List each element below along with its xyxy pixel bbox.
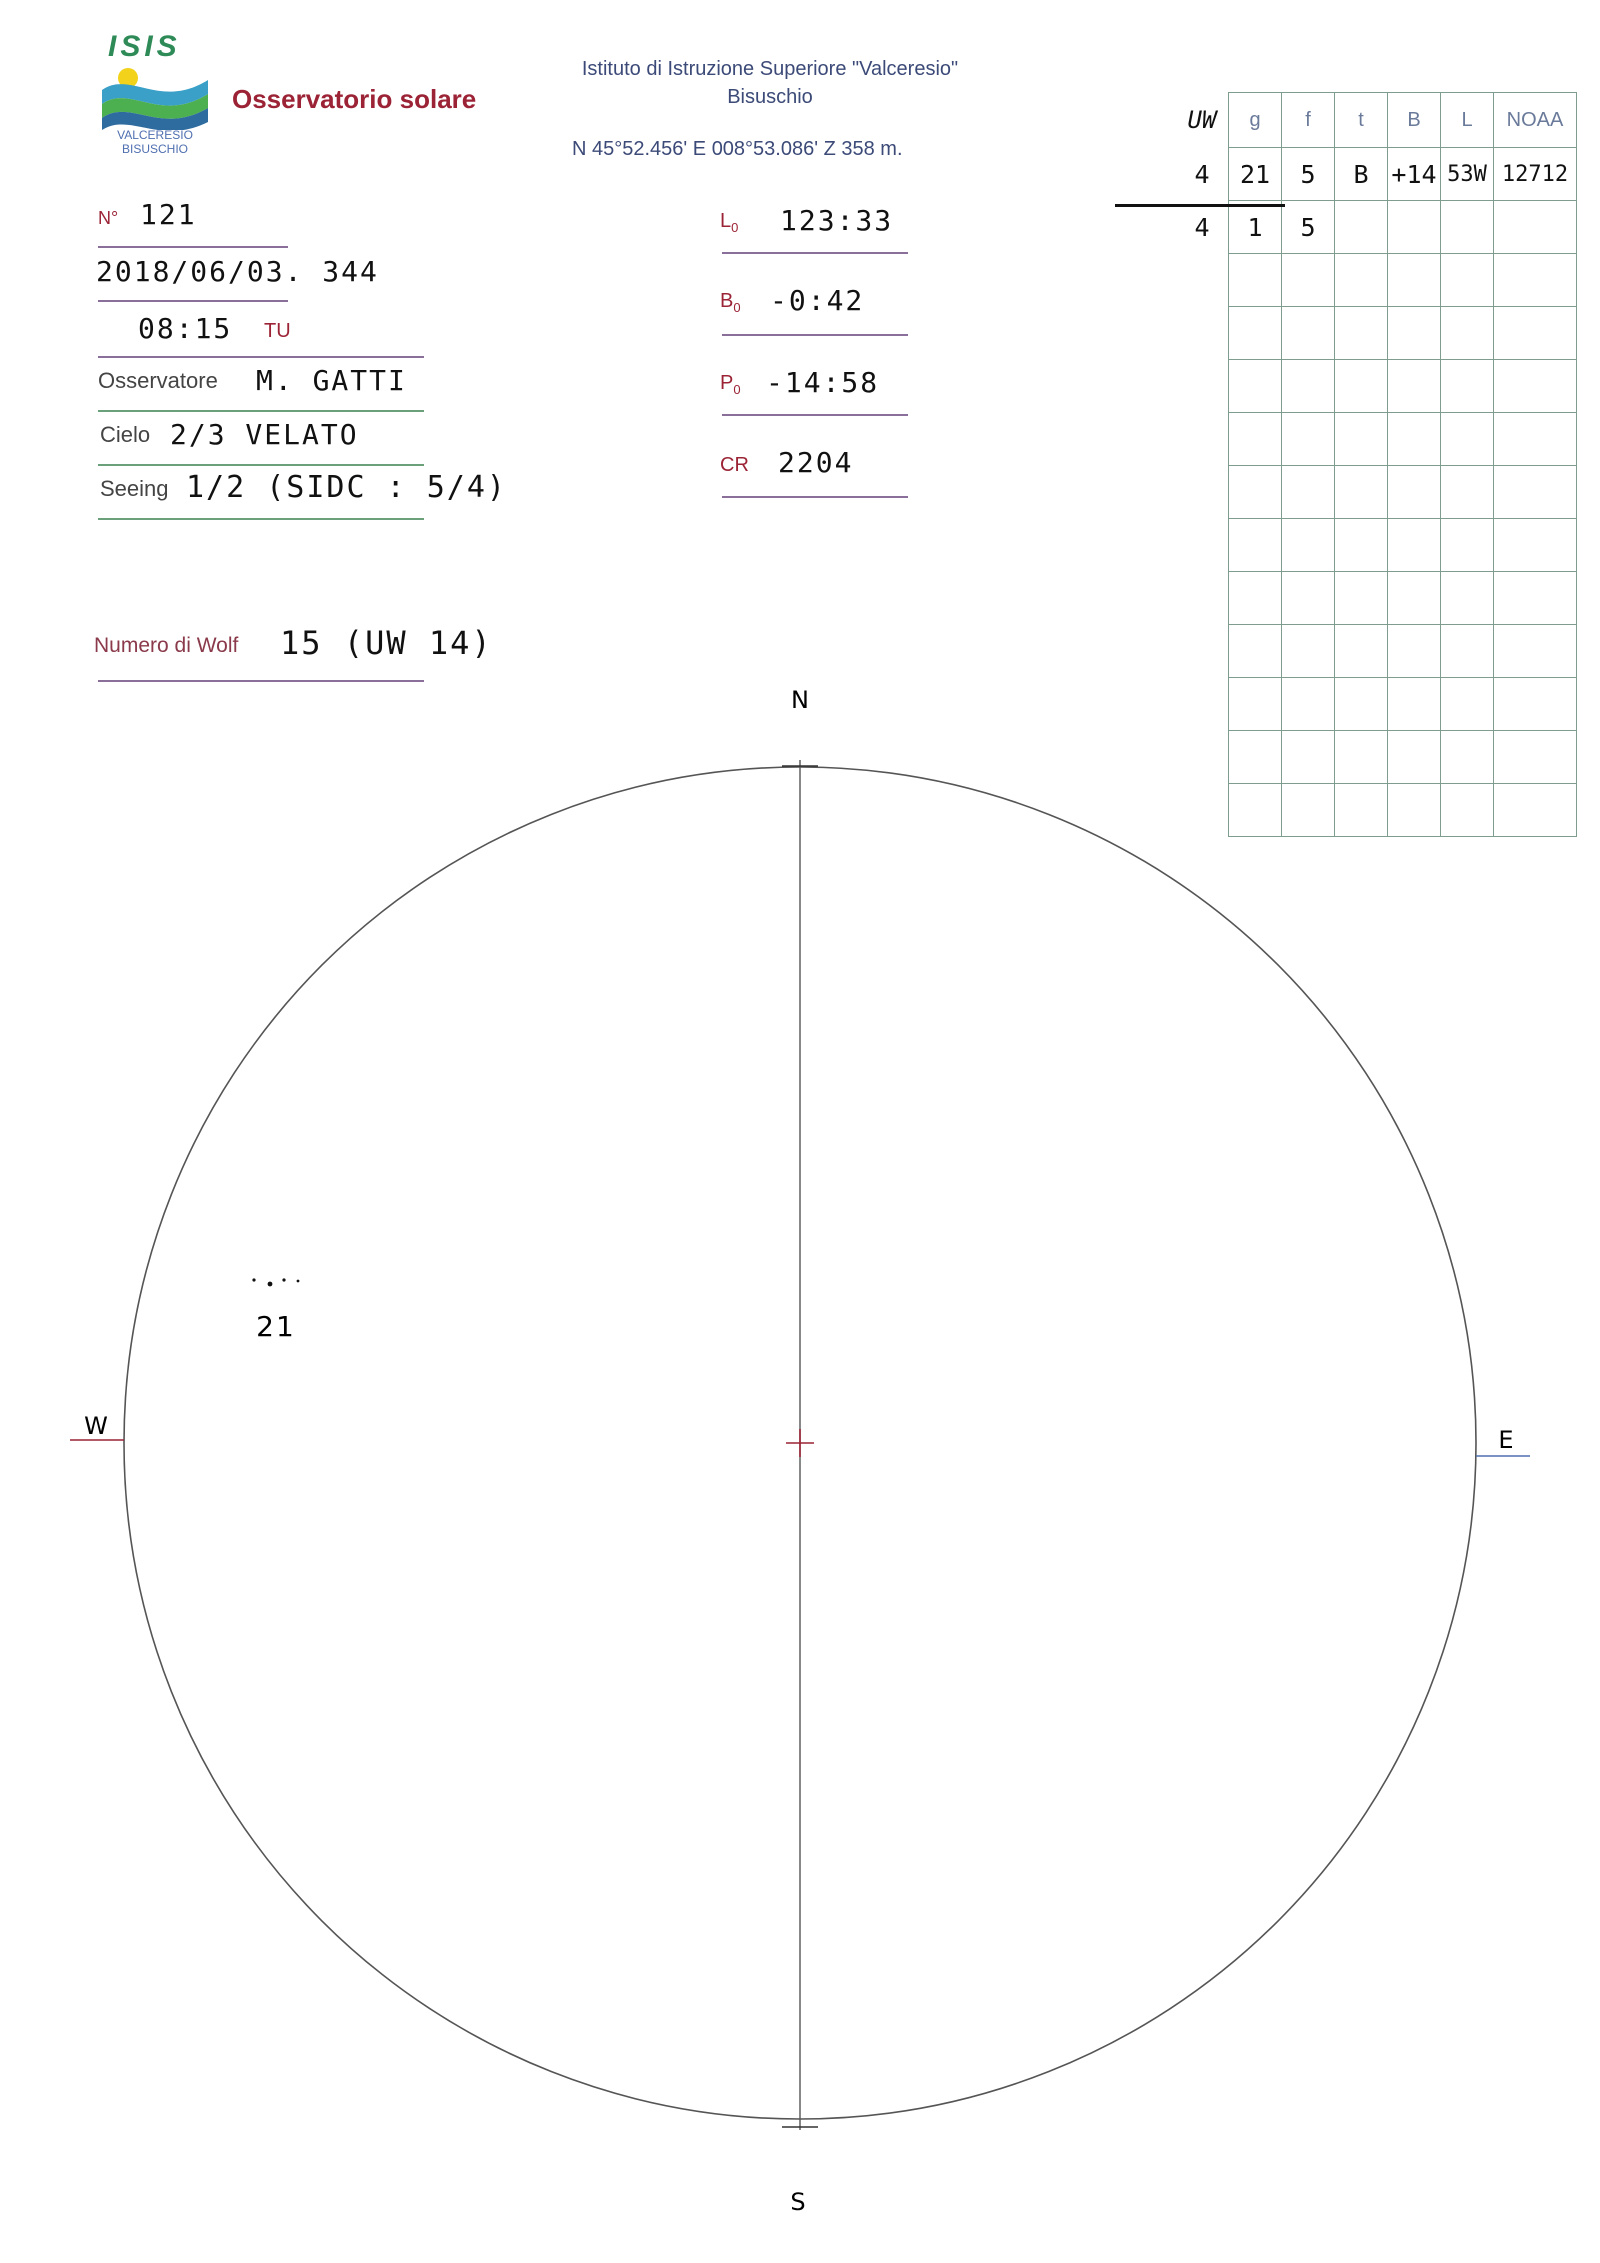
- date-value: 2018/06/03. 344: [96, 255, 379, 288]
- observatory-coordinates: N 45°52.456' E 008°53.086' Z 358 m.: [572, 138, 903, 160]
- logo-line-2: BISUSCHIO: [121, 142, 188, 156]
- cell-t: B: [1335, 148, 1388, 201]
- l0-label: $L_0$: [720, 210, 739, 235]
- observer-label: Osservatore: [98, 368, 218, 393]
- cell-f: 5: [1282, 201, 1335, 254]
- cell-f: 5: [1282, 148, 1335, 201]
- column-header-b: B: [1388, 93, 1441, 148]
- sunspot: [252, 1278, 255, 1281]
- seeing-label: Seeing: [100, 476, 169, 501]
- sunspot: [282, 1278, 285, 1281]
- west-label: W: [84, 1412, 108, 1440]
- sky-value: 2/3 VELATO: [170, 418, 359, 451]
- cell-g: 1: [1229, 201, 1282, 254]
- wolf-number-label: Numero di Wolf: [94, 634, 239, 657]
- cell-g: 21: [1229, 148, 1282, 201]
- logo-mark: ISIS: [108, 30, 181, 63]
- b0-value: -0:42: [770, 284, 865, 317]
- south-label: S: [790, 2188, 806, 2216]
- cell-uw: 4: [1176, 148, 1229, 201]
- cr-value: 2204: [778, 446, 854, 479]
- p0-value: -14:58: [766, 366, 880, 399]
- column-header-t: t: [1335, 93, 1388, 148]
- east-label: E: [1498, 1426, 1514, 1454]
- b0-label: $B_0$: [720, 290, 741, 315]
- cell-noaa: 12712: [1494, 148, 1577, 201]
- group-label: 21: [256, 1310, 296, 1343]
- wolf-number-value: 15 (UW 14): [280, 624, 493, 662]
- page-title: Osservatorio solare: [232, 84, 477, 114]
- school-line-2: Bisuschio: [727, 86, 813, 108]
- l0-value: 123:33: [780, 204, 894, 237]
- column-header-l: L: [1441, 93, 1494, 148]
- north-label: N: [791, 686, 809, 714]
- cell-l: 53W: [1441, 148, 1494, 201]
- seeing-value: 1/2 (SIDC : 5/4): [186, 470, 507, 505]
- column-header-noaa: NOAA: [1494, 93, 1577, 148]
- p0-label: $P_0$: [720, 372, 741, 397]
- number-label: N°: [98, 208, 119, 228]
- column-header-uw: UW: [1176, 93, 1229, 148]
- time-value: 08:15: [138, 312, 233, 345]
- observer-value: M. GATTI: [256, 364, 407, 397]
- school-line-1: Istituto di Istruzione Superiore "Valceresio": [581, 58, 959, 80]
- cell-b: +14: [1388, 148, 1441, 201]
- cell-uw: 4: [1176, 201, 1229, 254]
- cr-label: CR: [720, 454, 749, 476]
- column-header-g: g: [1229, 93, 1282, 148]
- sky-label: Cielo: [100, 422, 151, 447]
- time-unit-label: TU: [264, 320, 291, 342]
- logo-line-1: VALCERESIO: [117, 128, 193, 142]
- column-header-f: f: [1282, 93, 1335, 148]
- sunspot: [268, 1282, 273, 1287]
- sunspot: [297, 1280, 300, 1283]
- number-value: 121: [140, 198, 197, 231]
